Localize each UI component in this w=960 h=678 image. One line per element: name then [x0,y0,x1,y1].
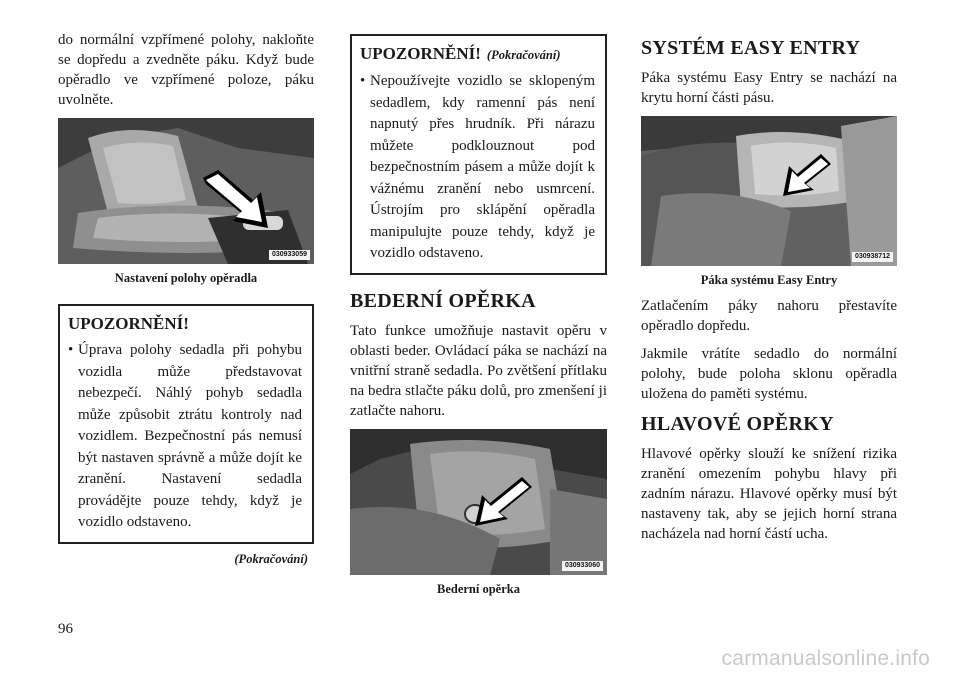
figure-code: 030933059 [269,250,310,260]
section-heading-lumbar: BEDERNÍ OPĚRKA [350,289,536,312]
continued-note: (Pokračování) [234,551,308,566]
warning-item: • Úprava polohy sedadla při pohybu vozidla může představovat nebezpečí. Náhlý pohyb sedadla může způsobit ztrátu kontroly nad vozidlem. Bezpečnostní pás nemusí být nastaven správně a může dojít ke zranění. Nastavení sedadla provádějte pouze tehdy, když je vozidlo odstaveno. [68,340,302,534]
seat-recline-photo [58,118,314,264]
warning-title [360,44,595,65]
warning-title: UPOZORNĚNÍ! [68,314,189,333]
section-heading-head-restraints: HLAVOVÉ OPĚRKY [641,413,834,435]
figure-code: 030933060 [562,561,603,571]
watermark: carmanualsonline.info [721,647,930,670]
warning-item: • Nepoužívejte vozidlo se sklopeným sedadlem, kdy ramenní pás není napnutý přes hrudník. Při nárazu můžete podklouznout pod bezpečnostním pásem a může dojít k vážnému zranění nebo usmrcení. Ústrojím pro sklápění opěradla manipulujte pouze tehdy, když je vozidlo odstaveno. [360,71,595,265]
column-middle [350,30,607,597]
warning-list [68,340,302,534]
seat-recline-image [58,118,314,264]
figure-caption: Bederní opěrka [437,581,520,596]
warning-box-continued [350,34,607,275]
head-restraints-paragraph: Hlavové opěrky slouží ke snížení rizika zranění omezením pohybu hlavy při zadním nárazu. Hlavové opěrky musí být nastaveny tak, aby se jejich horní strana nacházela nad horní částí ucha. [641,446,897,542]
lumbar-photo [350,429,607,575]
column-left [58,30,314,567]
easy-entry-memory: Jakmile vrátíte sedadlo do normální polohy, bude poloha sklonu opěradla uložena do paměti systému. [641,346,897,402]
column-right [641,30,897,552]
figure-caption: Páka systému Easy Entry [700,273,838,287]
easy-entry-image [641,116,897,266]
section-heading-easy-entry: SYSTÉM EASY ENTRY [641,37,861,59]
warning-box [58,304,314,544]
lumbar-paragraph: Tato funkce umožňuje nastavit opěru v oblasti beder. Ovládací páka se nachází na vnitřní straně sedadla. Po zvětšení přítlaku na bedra stlačte páku dolů, pro zmenšení ji zatlačte nahoru. [350,322,607,419]
figure-code: 030938712 [852,252,893,262]
warning-continued-label: (Pokračování) [486,48,561,62]
intro-paragraph: do normální vzpřímené polohy, nakloňte se dopředu a zvedněte páku. Když bude opěradlo ve vzpřímené poloze, páku uvolněte. [58,32,314,108]
warning-title-text: UPOZORNĚNÍ! [360,44,481,63]
easy-entry-photo [641,116,897,266]
easy-entry-paragraph: Páka systému Easy Entry se nachází na krytu horní části pásu. [641,70,897,106]
figure-caption: Nastavení polohy opěradla [114,271,258,285]
easy-entry-instruction: Zatlačením páky nahoru přestavíte opěradlo dopředu. [641,298,897,334]
page-number: 96 [58,621,73,637]
warning-list [360,71,595,265]
lumbar-image [350,429,607,575]
